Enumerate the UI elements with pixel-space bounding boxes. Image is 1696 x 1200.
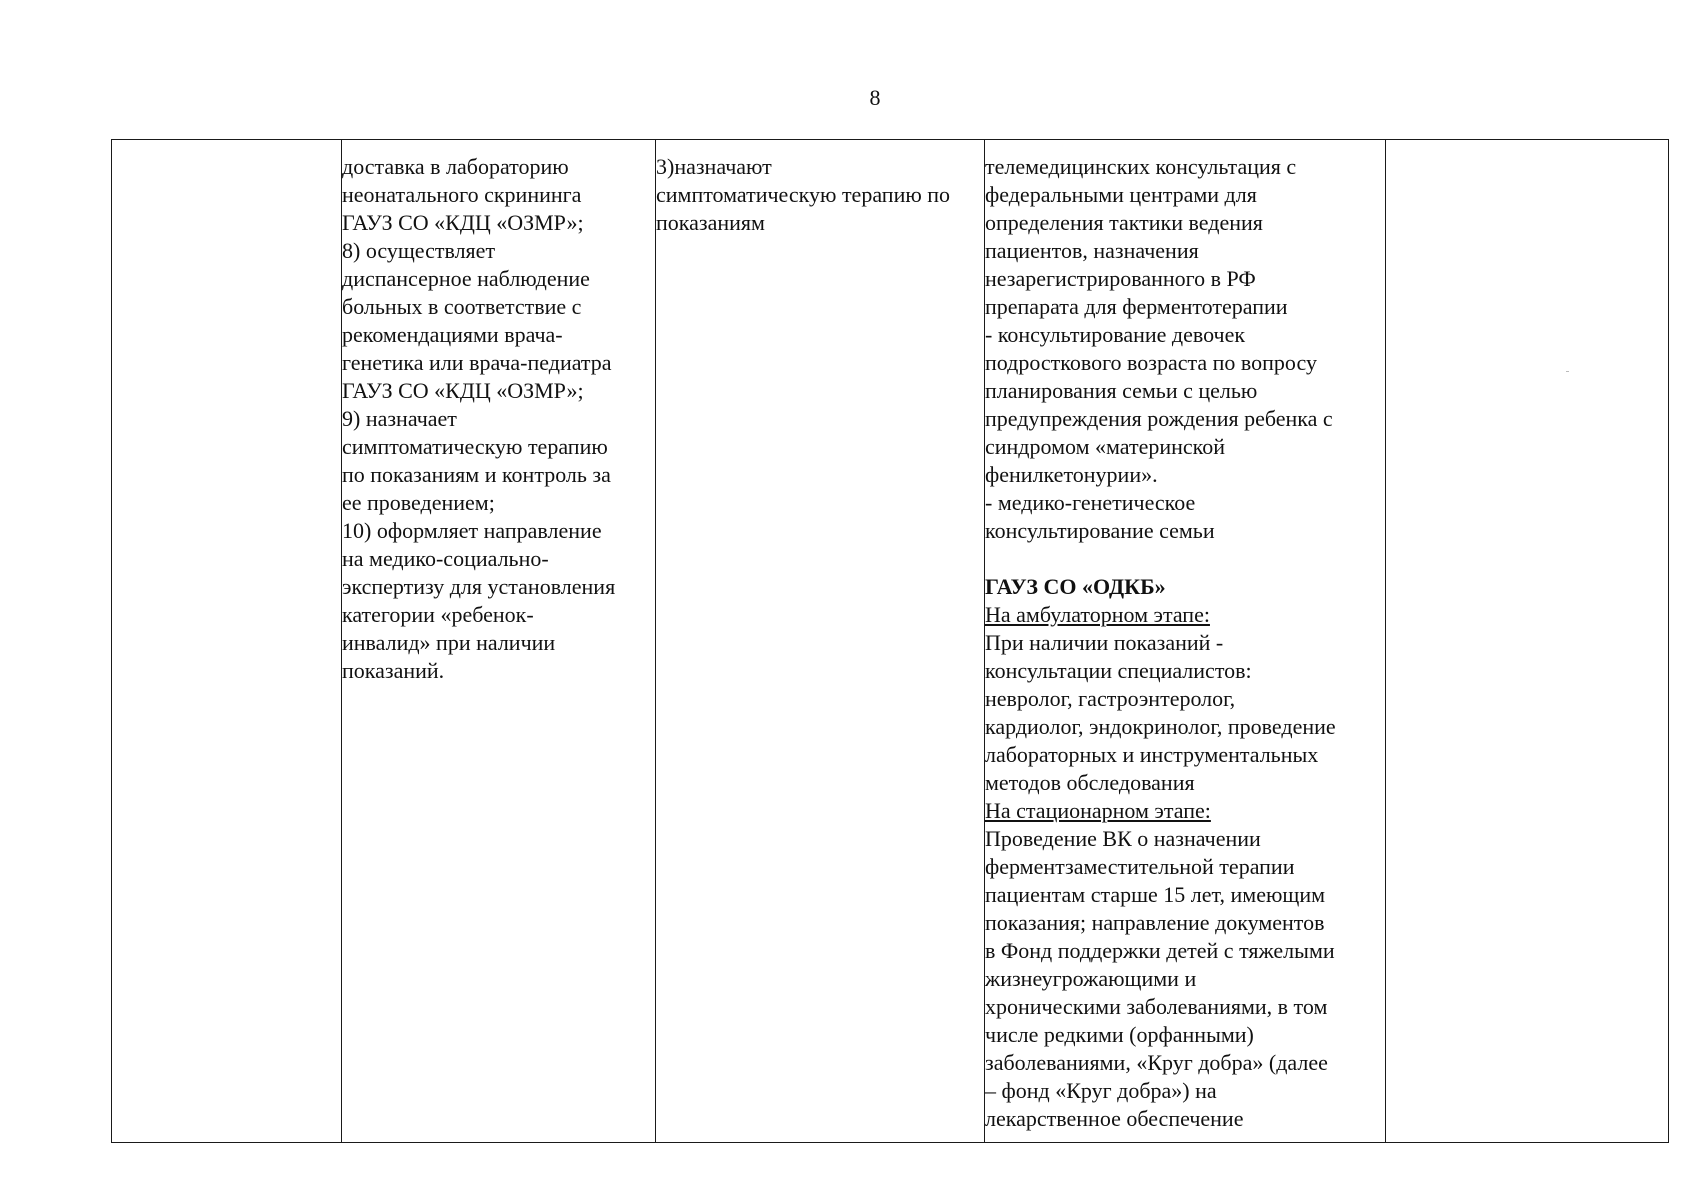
document-table <box>111 139 1669 1143</box>
inpatient-stage-text: Проведение ВК о назначении ферментзаместительной терапии пациентам старше 15 лет, имеющим показания; направление документов в Фонд поддержки детей с тяжелыми жизнеугрожающими и хроническими заболеваниями, в том числе редкими (орфанными) заболеваниями, «Круг добра» (далее – фонд «Круг добра») на лекарственное обеспечение <box>985 826 1335 1131</box>
table-cell-col4 <box>985 140 1386 1143</box>
table-row <box>112 140 1669 1143</box>
ambulatory-stage-heading: На амбулаторном этапе: <box>985 602 1210 627</box>
cell-text-col1 <box>112 140 341 153</box>
scan-artifact <box>1566 371 1569 372</box>
cell-content-col4 <box>985 140 1385 1133</box>
table-cell-col2 <box>342 140 656 1143</box>
cell-text-col5 <box>1386 140 1668 153</box>
org-heading: ГАУЗ СО «ОДКБ» <box>985 574 1166 599</box>
ambulatory-stage-text: При наличии показаний - консультации специалистов: невролог, гастроэнтеролог, кардиолог, эндокринолог, проведение лабораторных и инструментальных методов обследования <box>985 630 1336 795</box>
inpatient-stage-heading: На стационарном этапе: <box>985 798 1211 823</box>
table-cell-col3 <box>656 140 985 1143</box>
cell-text-col3: 3)назначают симптоматическую терапию по показаниям <box>656 154 951 235</box>
table-cell-col1 <box>112 140 342 1143</box>
paragraph-spacer <box>985 545 1385 573</box>
table-cell-col5 <box>1386 140 1669 1143</box>
cell-text-col2: доставка в лабораторию неонатального скрининга ГАУЗ СО «КДЦ «ОЗМР»; 8) осуществляет диспансерное наблюдение больных в соответствие с рекомендациями врача- генетика или врача-педиатра ГАУЗ СО «КДЦ «ОЗМР»; 9) назначает симптоматическую терапию по показаниям и контроль за ее проведением; 10) оформляет направление на медико-социально- экспертизу для установления категории «ребенок- инвалид» при наличии показаний. <box>342 154 616 683</box>
telemedicine-text: телемедицинских консультация с федеральными центрами для определения тактики ведения пациентов, назначения незарегистрированного в РФ препарата для ферментотерапии - консультирование девочек подросткового возраста по вопросу планирования семьи с целью предупреждения рождения ребенка с синдромом «материнской фенилкетонурии». - медико-генетическое консультирование семьи <box>985 154 1333 543</box>
page-number: 8 <box>869 85 881 110</box>
